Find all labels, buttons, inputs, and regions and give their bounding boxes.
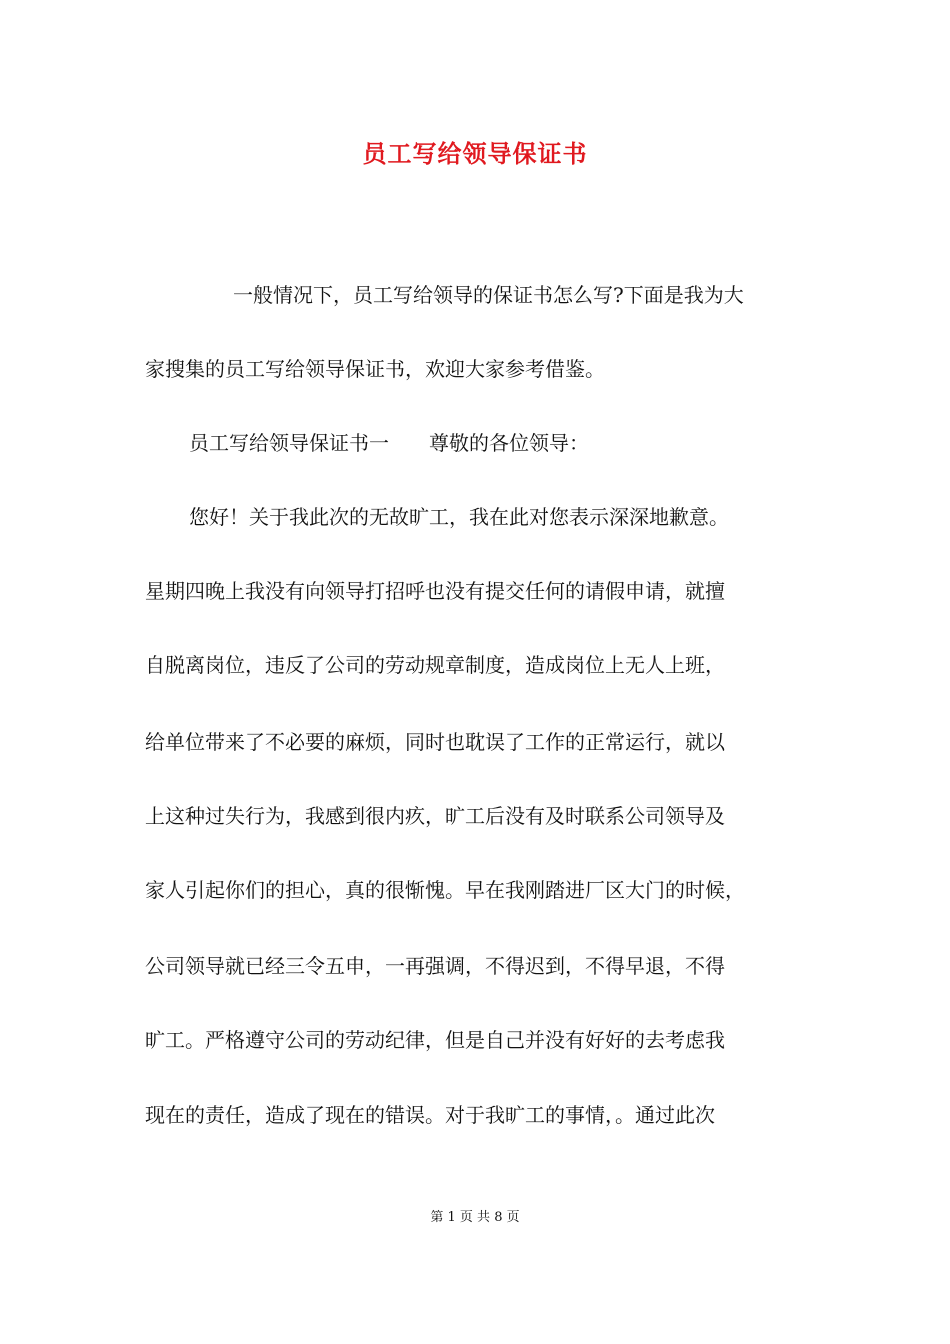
document-title: 员工写给领导保证书	[362, 139, 588, 168]
paragraph-line: 家搜集的员工写给领导保证书，欢迎大家参考借鉴。	[145, 357, 605, 381]
paragraph-line: 公司领导就已经三令五申，一再强调，不得迟到，不得早退，不得	[145, 954, 725, 978]
paragraph-line: 旷工。严格遵守公司的劳动纪律，但是自己并没有好好的去考虑我	[145, 1028, 725, 1052]
paragraph-line: 家人引起你们的担心，真的很惭愧。早在我刚踏进厂区大门的时候，	[145, 878, 745, 902]
page-number-footer: 第 1 页 共 8 页	[430, 1210, 520, 1225]
paragraph-line	[145, 429, 869, 457]
paragraph-line: 一般情况下，员工写给领导的保证书怎么写?下面是我为大	[233, 283, 744, 307]
paragraph-line: 现在的责任，造成了现在的错误。对于我旷工的事情，。通过此次	[145, 1103, 715, 1127]
paragraph-line: 上这种过失行为，我感到很内疚，旷工后没有及时联系公司领导及	[145, 804, 725, 828]
paragraph-line: 自脱离岗位，违反了公司的劳动规章制度，造成岗位上无人上班，	[145, 653, 725, 677]
salutation: 尊敬的各位领导：	[429, 431, 589, 455]
paragraph-line: 给单位带来了不必要的麻烦，同时也耽误了工作的正常运行，就以	[145, 730, 725, 754]
section-heading: 员工写给领导保证书一	[189, 431, 389, 455]
paragraph-line: 星期四晚上我没有向领导打招呼也没有提交任何的请假申请，就擅	[145, 579, 725, 603]
paragraph-line: 您好！关于我此次的无故旷工，我在此对您表示深深地歉意。	[189, 505, 729, 529]
